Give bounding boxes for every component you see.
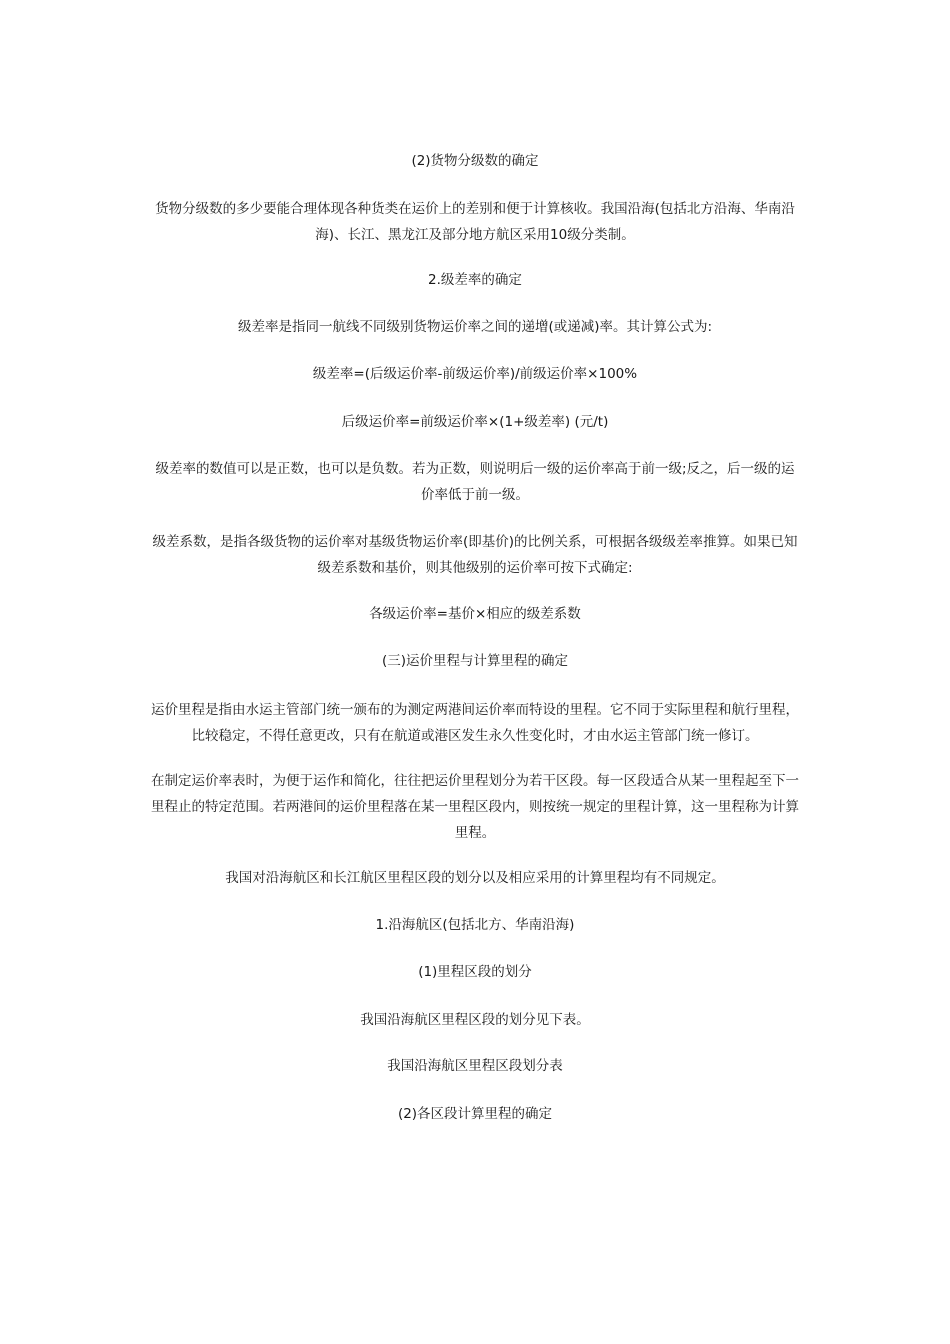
paragraph-calculation-mileage: 在制定运价率表时，为便于运作和简化，往往把运价里程划分为若干区段。每一区段适合从某一里程起至下一里程止的特定范围。若两港间的运价里程落在某一里程区段内，则按统一规定的里程计算，这一里程称为计算里程。	[151, 773, 799, 841]
heading-cargo-grade-count: (2)货物分级数的确定	[411, 153, 539, 169]
formula-grade-rate: 级差率=(后级运价率-前级运价率)/前级运价率×100%	[312, 366, 638, 382]
paragraph-freight-mileage: 运价里程是指由水运主管部门统一颁布的为测定两港间运价率而特设的里程。它不同于实际里程和航行里程，比较稳定，不得任意更改，只有在航道或港区发生永久性变化时，才由水运主管部门统一修订。	[151, 702, 799, 744]
formula-grade-freight-rate: 各级运价率=基价×相应的级差系数	[369, 606, 581, 622]
paragraph-see-table: 我国沿海航区里程区段的划分见下表。	[360, 1012, 590, 1028]
heading-freight-mileage: (三)运价里程与计算里程的确定	[381, 653, 569, 669]
heading-mileage-sections: (1)里程区段的划分	[418, 964, 532, 980]
table-caption: 我国沿海航区里程区段划分表	[387, 1058, 563, 1074]
heading-section-calc-mileage: (2)各区段计算里程的确定	[397, 1106, 553, 1122]
paragraph-grade-rate-definition: 级差率是指同一航线不同级别货物运价率之间的递增(或递减)率。其计算公式为:	[237, 319, 713, 335]
paragraph-grade-rate-sign: 级差率的数值可以是正数，也可以是负数。若为正数，则说明后一级的运价率高于前一级;反之，后一级的运价率低于前一级。	[155, 461, 795, 503]
heading-coastal-area: 1.沿海航区(包括北方、华南沿海)	[375, 917, 575, 933]
formula-next-grade-rate: 后级运价率=前级运价率×(1+级差率) (元/t)	[341, 414, 609, 430]
heading-grade-rate: 2.级差率的确定	[428, 272, 522, 288]
paragraph-cargo-grade-count: 货物分级数的多少要能合理体现各种货类在运价上的差别和便于计算核收。我国沿海(包括北方沿海、华南沿海)、长江、黑龙江及部分地方航区采用10级分类制。	[155, 201, 795, 243]
paragraph-grade-coefficient: 级差系数，是指各级货物的运价率对基级货物运价率(即基价)的比例关系，可根据各级级差率推算。如果已知级差系数和基价，则其他级别的运价率可按下式确定:	[152, 534, 798, 576]
paragraph-mileage-rules: 我国对沿海航区和长江航区里程区段的划分以及相应采用的计算里程均有不同规定。	[225, 870, 725, 886]
